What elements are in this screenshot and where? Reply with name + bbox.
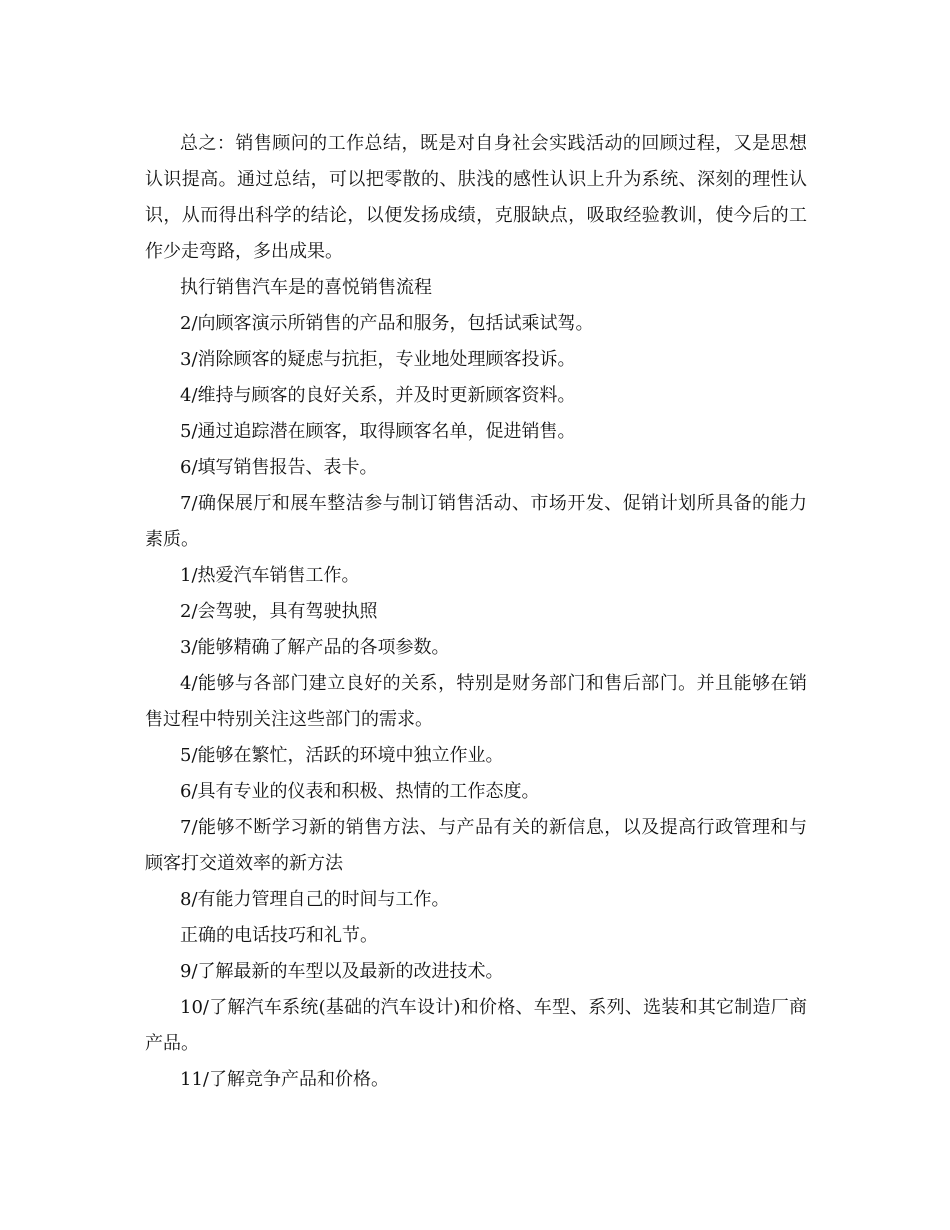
list-item: 3/能够精确了解产品的各项参数。 [180,637,450,658]
document-body [145,126,807,1098]
list-item: 4/维持与顾客的良好关系，并及时更新顾客资料。 [180,385,576,406]
list-item: 9/了解最新的车型以及最新的改进技术。 [180,961,504,982]
list-item: 5/通过追踪潜在顾客，取得顾客名单，促进销售。 [180,421,576,442]
list-item: 2/向顾客演示所销售的产品和服务，包括试乘试驾。 [180,313,594,334]
list-item: 7/确保展厅和展车整洁参与制订销售活动、市场开发、促销计划所具备的能力素质。 [145,493,807,550]
list-item: 8/有能力管理自己的时间与工作。 [180,889,450,910]
list-item: 11/了解竞争产品和价格。 [180,1069,389,1090]
list-item: 7/能够不断学习新的销售方法、与产品有关的新信息，以及提高行政管理和与顾客打交道效率的新方法 [145,817,807,874]
paragraph-summary: 总之：销售顾问的工作总结，既是对自身社会实践活动的回顾过程，又是思想认识提高。通过总结，可以把零散的、肤浅的感性认识上升为系统、深刻的理性认识，从而得出科学的结论，以便发扬成绩，克服缺点，吸取经验教训，使今后的工作少走弯路，多出成果。 [145,133,807,262]
list-item: 4/能够与各部门建立良好的关系，特别是财务部门和售后部门。并且能够在销售过程中特别关注这些部门的需求。 [145,673,807,730]
list-item: 6/具有专业的仪表和积极、热情的工作态度。 [180,781,540,802]
list-item: 2/会驾驶，具有驾驶执照 [180,601,378,622]
paragraph-process-heading: 执行销售汽车是的喜悦销售流程 [180,277,432,298]
list-item: 1/热爱汽车销售工作。 [180,565,360,586]
list-item: 6/填写销售报告、表卡。 [180,457,378,478]
paragraph-phone-skills: 正确的电话技巧和礼节。 [180,925,378,946]
list-item: 5/能够在繁忙，活跃的环境中独立作业。 [180,745,504,766]
list-item: 10/了解汽车系统(基础的汽车设计)和价格、车型、系列、选装和其它制造厂商产品。 [145,997,807,1054]
list-item: 3/消除顾客的疑虑与抗拒，专业地处理顾客投诉。 [180,349,576,370]
